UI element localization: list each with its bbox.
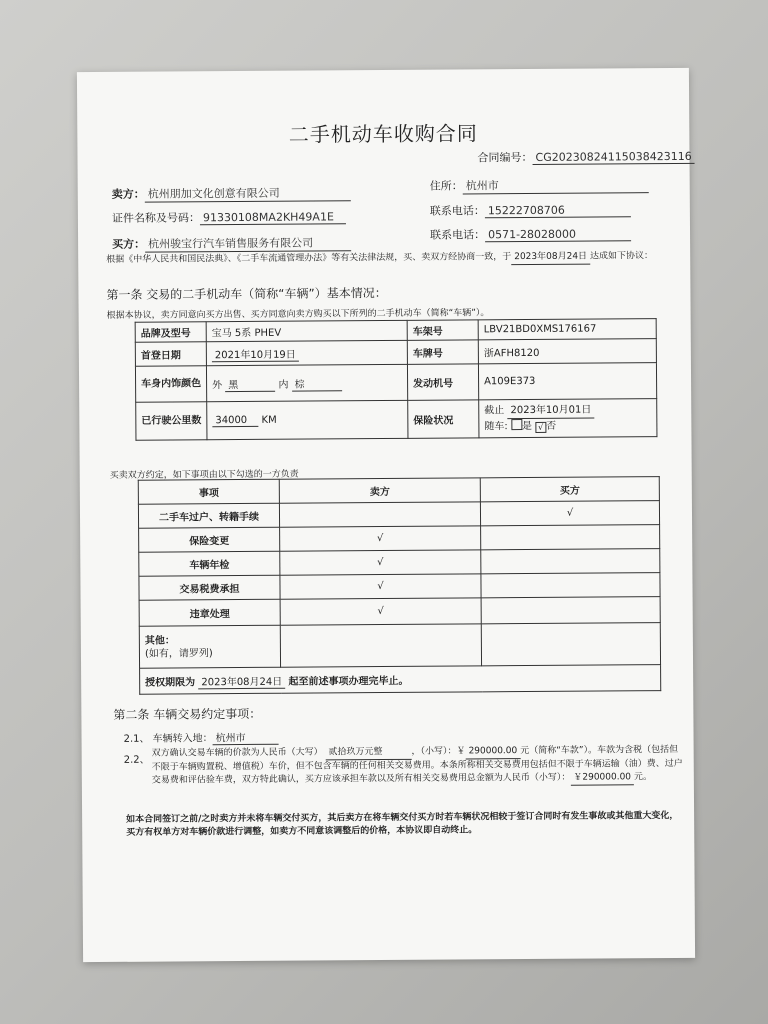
vehicle-info-table: [135, 318, 658, 441]
duty-row: [139, 549, 660, 577]
color-label: 车身内饰颜色: [135, 366, 206, 402]
plate-value: 浙AFH8120: [478, 339, 656, 364]
auth-cell: [140, 665, 661, 695]
duty-table: [138, 476, 661, 695]
document-title: 二手机动车收购合同: [288, 121, 478, 147]
no-label: 否: [546, 420, 557, 432]
clause-2-2: [152, 744, 687, 789]
article2-heading: 第二条 车辆交易约定事项：: [113, 706, 262, 722]
plate-label: 车牌号: [407, 340, 478, 364]
id-label: 证件名称及号码：: [111, 211, 200, 225]
clause-2-1-label: 车辆转入地：: [152, 733, 213, 745]
bold-clause: 如本合同签订之前/之时卖方并未将车辆交付买方，其后卖方在将车辆交付买方时若车辆状况相较于签订合同时有发生事故或其他重大变化，买方有权单方对车辆价款进行调整，如卖方不同意该调整后的价格，本协议即自动终止。: [126, 810, 679, 838]
mileage-value: 34000: [212, 414, 258, 426]
duty-buyer-mark: [481, 573, 660, 598]
col-seller-header: 卖方: [279, 478, 480, 503]
reg-date-cell: [206, 340, 407, 365]
vin-value: LBV21BD0XMS176167: [478, 319, 656, 340]
reg-date-value: 2021年10月19日: [212, 345, 299, 362]
clause-2-1-number: 2.1、: [123, 733, 150, 745]
id-value: 91330108MA2KH49A1E: [200, 210, 346, 225]
duty-seller-mark: √: [280, 526, 481, 551]
intro-paragraph: [106, 250, 676, 268]
other-buyer: [481, 623, 660, 666]
duty-buyer-mark: [481, 525, 660, 550]
outer-color-label: 外: [212, 379, 223, 391]
duty-seller-mark: √: [280, 550, 481, 575]
seller-phone-value: 15222708706: [485, 203, 631, 218]
outer-color-value: 黑: [225, 375, 275, 391]
id-row: [112, 208, 346, 226]
address-value: 杭州市: [463, 176, 649, 194]
article1-heading: 第一条 交易的二手机动车（简称“车辆”）基本情况：: [106, 285, 387, 302]
duty-item: 交易税费承担: [139, 575, 280, 600]
seller-row: [112, 184, 351, 203]
contract-number: [477, 148, 694, 166]
duty-item: 保险变更: [139, 527, 280, 552]
duty-item: 二手车过户、转籍手续: [138, 503, 279, 528]
duty-row: [139, 573, 660, 601]
seller-phone-label: 联系电话：: [429, 204, 485, 218]
reg-date-label: 首登日期: [135, 342, 206, 366]
no-checkbox[interactable]: √: [535, 421, 546, 432]
duty-item: 违章处理: [139, 599, 280, 626]
other-seller: [280, 624, 481, 667]
address-row: [430, 176, 649, 195]
duty-row: [138, 501, 659, 529]
buyer-phone-label: 联系电话：: [430, 228, 486, 242]
other-cell: [139, 625, 280, 668]
total-amount: ￥290000.00: [570, 771, 634, 785]
duty-seller-mark: [279, 502, 480, 527]
duty-intro: 买卖双方约定，如下事项由以下勾选的一方负责: [109, 469, 299, 481]
seller-phone-row: [430, 201, 631, 218]
seller-value: 杭州朋加文化创意有限公司: [145, 184, 351, 202]
insurance-until-label: 截止: [484, 404, 505, 416]
seller-label: 卖方：: [111, 187, 145, 201]
duty-item: 车辆年检: [139, 551, 280, 576]
clause-2-2-text-a: 双方确认交易车辆的价款为人民币（大写）: [151, 747, 323, 759]
buyer-phone-value: 0571-28028000: [485, 227, 631, 242]
intro-text-a: 根据《中华人民共和国民法典》、《二手车流通管理办法》等有关法律法规，买、卖双方经协商一致，于: [106, 252, 512, 265]
duty-row: [139, 597, 660, 627]
duty-buyer-mark: √: [480, 501, 659, 526]
buyer-phone-row: [430, 225, 631, 242]
duty-buyer-mark: [481, 597, 660, 624]
intro-text-b: 达成如下协议：: [589, 251, 654, 262]
clause-2-2-text-b: ，（小写）：￥: [411, 746, 466, 757]
buyer-label: 买方：: [112, 237, 146, 251]
yes-label: 是: [521, 420, 532, 432]
vin-label: 车架号: [407, 320, 478, 340]
intro-date: 2023年08月24日: [511, 251, 590, 266]
col-buyer-header: 买方: [480, 477, 659, 502]
clause-2-2-text-c: 元（简称“车款”）。车款为含税（包括但不限于车辆购置税、增值税）车价，但不包含车辆的任何相关交易费用。本条所称相关交易费用包括但不限于车辆运输（油）费、过户交易费和评估验车费，双方特此确认，买方应该承担车款以及所有相关交易费用总金额为人民币（小写）：: [151, 744, 683, 786]
auth-suffix: 起至前述事项办理完毕止。: [288, 675, 409, 688]
engine-label: 发动机号: [407, 364, 478, 400]
address-label: 住所：: [429, 179, 463, 193]
clause-2-2-end: 元。: [633, 772, 653, 783]
other-sub: (如有，请罗列): [144, 647, 213, 660]
mileage-unit: KM: [261, 414, 277, 426]
price-lowercase: 290000.00: [466, 745, 521, 759]
auth-label: 授权期限为: [145, 676, 196, 689]
insurance-cell: [479, 399, 657, 438]
brand-label: 品牌及型号: [135, 322, 206, 342]
clause-2-2-number: 2.2、: [123, 754, 150, 766]
auth-date: 2023年08月24日: [198, 672, 285, 689]
color-cell: [206, 364, 407, 401]
contract-page: [77, 68, 695, 962]
clause-2-1: [123, 729, 278, 746]
duty-seller-mark: √: [280, 598, 481, 625]
mileage-label: 已行驶公里数: [136, 402, 207, 440]
contract-number-value: CG20230824115038423116: [532, 150, 694, 165]
duty-buyer-mark: [481, 549, 660, 574]
inner-color-label: 内: [278, 379, 289, 391]
duty-seller-mark: √: [280, 574, 481, 599]
price-uppercase: 贰拾玖万元整: [326, 746, 412, 761]
article1-subtext: 根据本协议，卖方同意向买方出售、买方同意向卖方购买以下所列的二手机动车（简称“车辆”）。: [106, 308, 490, 321]
insurance-label: 保险状况: [408, 400, 479, 438]
yes-checkbox[interactable]: [511, 419, 522, 430]
buyer-value: 杭州骏宝行汽车销售服务有限公司: [145, 234, 351, 252]
contract-number-label: 合同编号：: [477, 150, 533, 165]
inner-color-value: 棕: [292, 375, 342, 391]
insurance-until-value: 2023年10月01日: [507, 403, 594, 419]
engine-value: A109E373: [478, 363, 656, 400]
duty-row: [139, 525, 660, 553]
buyer-row: [112, 234, 351, 253]
other-label: 其他：: [144, 634, 175, 647]
mileage-cell: [207, 400, 408, 439]
brand-value: 宝马 5系 PHEV: [206, 320, 407, 341]
col-item-header: 事项: [138, 479, 279, 504]
with-car-label: 随车:: [484, 420, 508, 432]
clause-2-1-value: 杭州市: [213, 729, 279, 745]
